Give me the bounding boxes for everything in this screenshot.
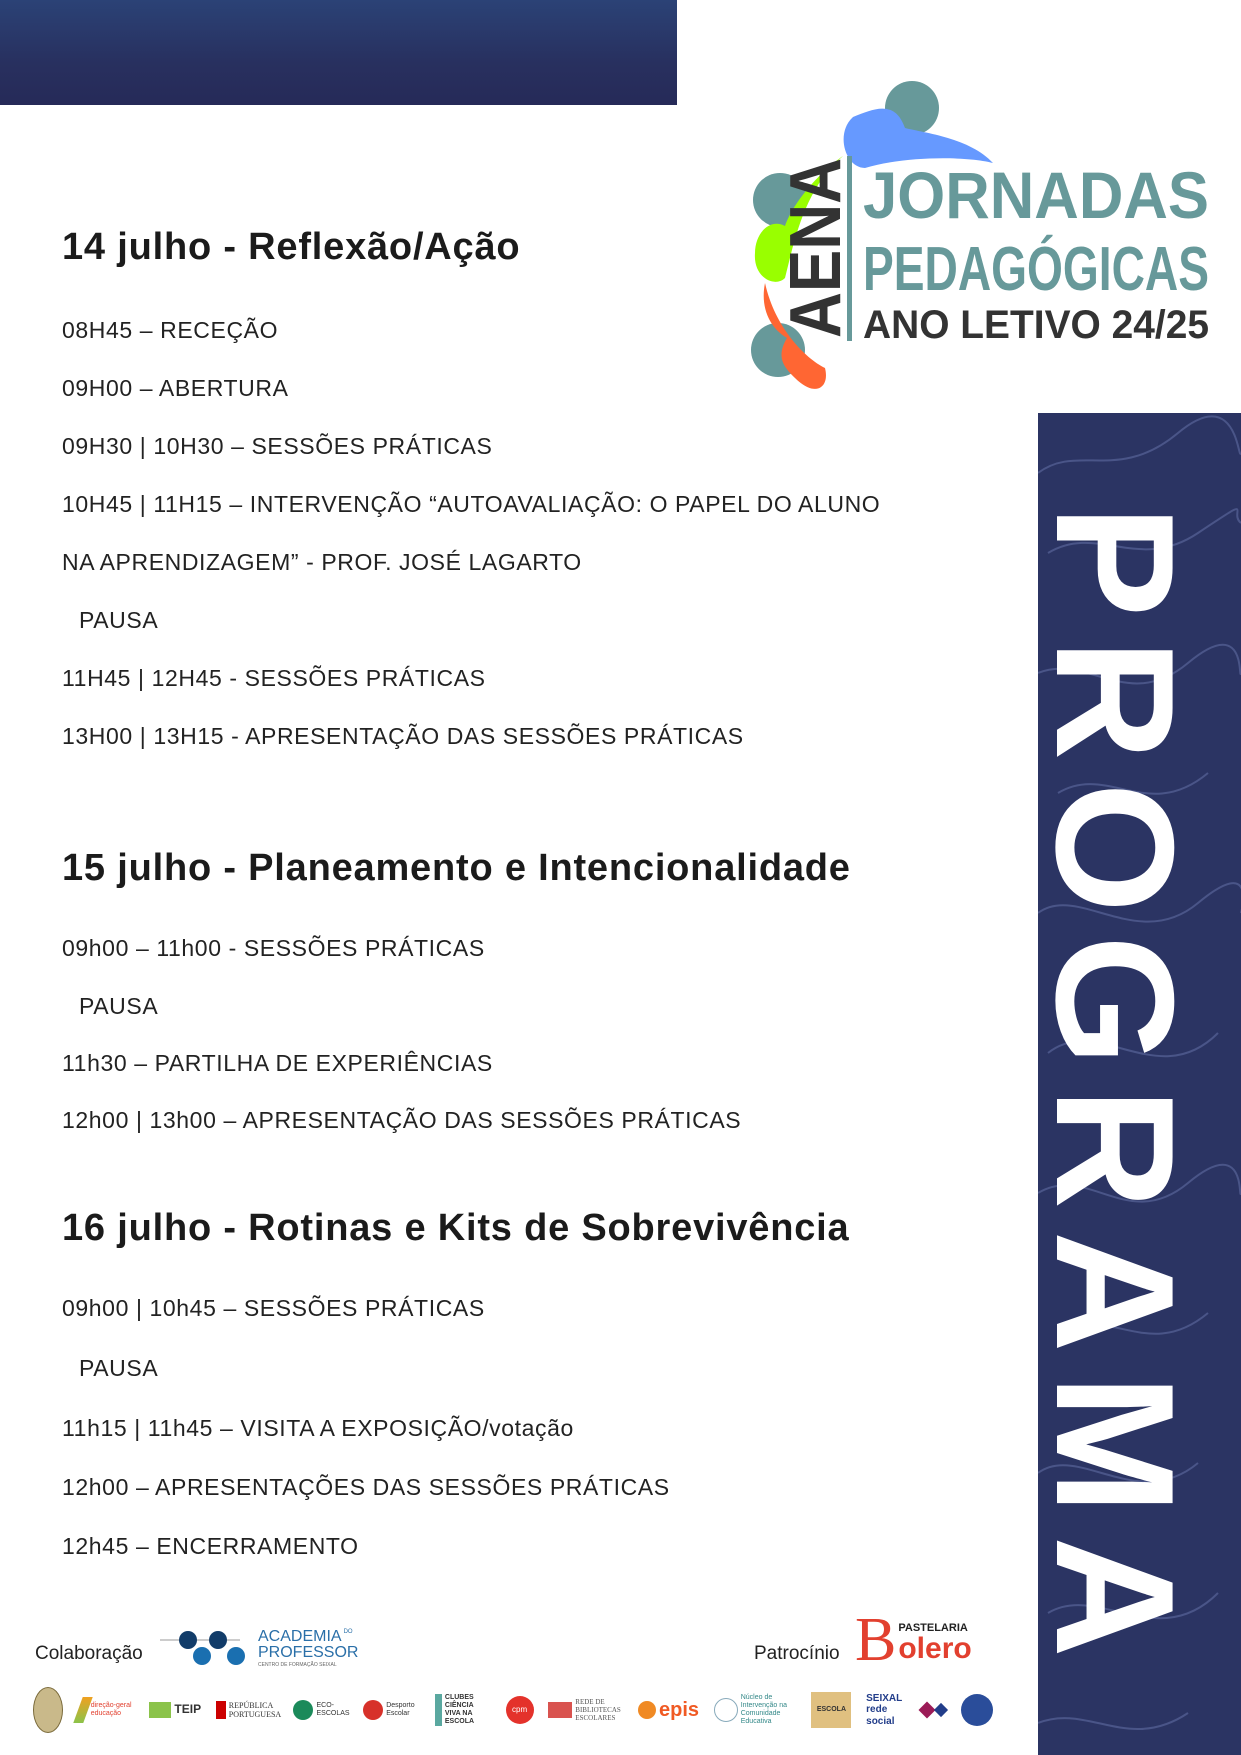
ciencia-viva-icon bbox=[435, 1694, 442, 1726]
jornadas-logo bbox=[725, 38, 1220, 390]
schedule-item: 11h15 | 11h45 – VISITA A EXPOSIÇÃO/votação bbox=[62, 1415, 574, 1441]
logo-divider bbox=[847, 156, 852, 341]
academia-subtitle: CENTRO DE FORMAÇÃO SEIXAL bbox=[258, 1661, 337, 1668]
schedule-item: 09H00 – ABERTURA bbox=[62, 375, 289, 401]
schedule-item: 09h00 – 11h00 - SESSÕES PRÁTICAS bbox=[62, 935, 485, 961]
rbe-icon bbox=[548, 1702, 572, 1718]
badge-icon bbox=[961, 1694, 993, 1726]
partner-logo-desporto-escolar: Desporto Escolar bbox=[363, 1700, 420, 1720]
partner-logo-dge: direção-geral educação bbox=[78, 1697, 135, 1723]
partner-logo-republica: REPÚBLICA PORTUGUESA bbox=[216, 1701, 279, 1719]
schedule-item: 13H00 | 13H15 - APRESENTAÇÃO DAS SESSÕES PRÁTICAS bbox=[62, 723, 744, 749]
schedule-item: NA APRENDIZAGEM” - PROF. JOSÉ LAGARTO bbox=[62, 549, 582, 575]
logo-org: AENA bbox=[776, 133, 856, 338]
pastelaria-bolero-logo bbox=[855, 1606, 972, 1674]
partner-logo-epis: epis bbox=[638, 1699, 699, 1722]
partner-logo-nice: Núcleo de Intervenção na Comunidade Educativa bbox=[714, 1694, 797, 1726]
schedule-item: 11H45 | 12H45 - SESSÕES PRÁTICAS bbox=[62, 665, 486, 691]
partner-logo-cpm bbox=[506, 1696, 534, 1724]
teip-icon bbox=[149, 1702, 171, 1718]
cpm-icon: cpm bbox=[506, 1696, 534, 1724]
logo-line2: PEDAGÓGICAS bbox=[863, 235, 1209, 304]
atom-icon bbox=[714, 1698, 738, 1722]
epis-icon bbox=[638, 1701, 656, 1719]
schedule-item: 12h00 – APRESENTAÇÕES DAS SESSÕES PRÁTICAS bbox=[62, 1474, 670, 1500]
partner-logo-eco-escolas: ECO-ESCOLAS bbox=[293, 1700, 348, 1720]
partner-logo-ciencia-viva: CLUBES CIÊNCIA VIVA NA ESCOLA bbox=[435, 1694, 491, 1726]
academia-professor-logo bbox=[160, 1626, 358, 1670]
schedule-item-pause: PAUSA bbox=[79, 607, 159, 633]
schedule-item: 11h30 – PARTILHA DE EXPERIÊNCIAS bbox=[62, 1050, 493, 1076]
emblem-icon bbox=[33, 1687, 63, 1733]
schedule-item-pause: PAUSA bbox=[79, 1355, 159, 1381]
partner-logo-rbe: REDE DE BIBLIOTECAS ESCOLARES bbox=[548, 1698, 623, 1722]
dge-icon bbox=[73, 1697, 92, 1723]
bolero-name: olero bbox=[898, 1632, 972, 1665]
desporto-icon bbox=[363, 1700, 383, 1720]
logo-line3: ANO LETIVO 24/25 bbox=[863, 303, 1209, 347]
bolero-initial: B bbox=[855, 1606, 897, 1674]
schedule-item: 12h00 | 13h00 – APRESENTAÇÃO DAS SESSÕES PRÁTICAS bbox=[62, 1107, 742, 1133]
schedule-item: 09h00 | 10h45 – SESSÕES PRÁTICAS bbox=[62, 1295, 485, 1321]
schedule-item-pause: PAUSA bbox=[79, 993, 159, 1019]
patrocinio-label: Patrocínio bbox=[754, 1643, 840, 1664]
partner-logo-teip: TEIP bbox=[149, 1702, 201, 1718]
schedule-item: 12h45 – ENCERRAMENTO bbox=[62, 1533, 359, 1559]
partner-logo-escola: ESCOLA bbox=[811, 1692, 851, 1728]
programa-title: PROGRAMA bbox=[1021, 505, 1209, 1680]
schedule-item: 09H30 | 10H30 – SESSÕES PRÁTICAS bbox=[62, 433, 493, 459]
academia-name2: PROFESSOR bbox=[258, 1643, 359, 1661]
partner-logo-seixal: SEIXAL rede social bbox=[866, 1693, 946, 1728]
header-banner bbox=[0, 0, 677, 105]
academia-name: ACADEMIA $^{DO}$ bbox=[258, 1627, 353, 1645]
schedule-item: 08H45 – RECEÇÃO bbox=[62, 317, 279, 343]
schedule-item: 10H45 | 11H15 – INTERVENÇÃO “AUTOAVALIAÇÃO: O PAPEL DO ALUNO bbox=[62, 491, 881, 517]
day-heading: 14 julho - Reflexão/Ação bbox=[62, 226, 521, 268]
partner-logo-emblem bbox=[33, 1687, 63, 1733]
partner-logo-badge bbox=[961, 1694, 993, 1726]
seixal-diamond-icon bbox=[934, 1703, 948, 1717]
day-heading: 16 julho - Rotinas e Kits de Sobrevivência bbox=[62, 1207, 850, 1249]
partner-logos bbox=[33, 1680, 993, 1740]
logo-line1: JORNADAS bbox=[863, 158, 1209, 232]
bolero-top: PASTELARIA bbox=[898, 1622, 968, 1634]
colaboracao-label: Colaboração bbox=[35, 1643, 143, 1664]
academia-hexagon-icon bbox=[160, 1626, 250, 1670]
flag-icon bbox=[216, 1701, 226, 1719]
day-heading: 15 julho - Planeamento e Intencionalidade bbox=[62, 847, 851, 889]
tree-icon bbox=[293, 1700, 313, 1720]
